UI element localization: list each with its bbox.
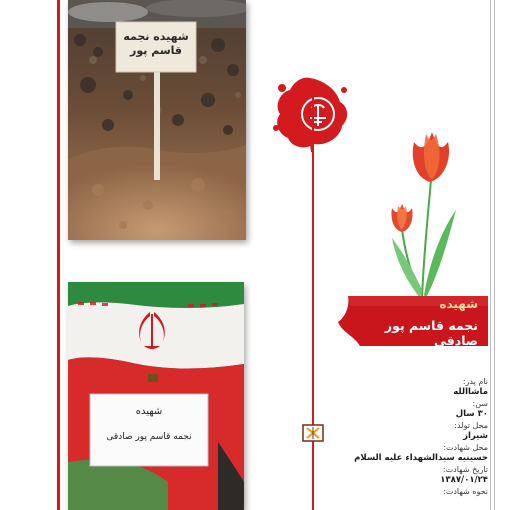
blood-splash-emblem bbox=[270, 70, 352, 152]
age-label: سن: bbox=[472, 399, 488, 408]
martyrdom-place-label: محل شهادت: bbox=[443, 443, 488, 452]
coffin-label-title: شهیده bbox=[135, 406, 163, 417]
martyr-title-banner bbox=[338, 292, 488, 350]
birthplace-label: محل تولد: bbox=[454, 421, 488, 430]
banner-name: نجمه قاسم پور صادقی bbox=[384, 318, 478, 348]
father-label: نام پدر: bbox=[462, 377, 488, 386]
martyrdom-date-label: تاریخ شهادت: bbox=[442, 465, 488, 474]
martyrdom-manner-label: نحوه شهادت: bbox=[443, 487, 488, 496]
grave-marker-photo bbox=[68, 0, 246, 240]
banner-title: شهیده bbox=[439, 297, 478, 311]
coffin-photo-art bbox=[68, 282, 244, 510]
coffin-label-name: نجمه قاسم پور صادقی bbox=[106, 432, 192, 442]
coffin-photo bbox=[68, 282, 244, 510]
martyrdom-date-value: ۱۳۸۷/۰۱/۲۴ bbox=[440, 475, 488, 485]
martyrdom-place-value: حسینیه سیدالشهداء علیه السلام bbox=[354, 453, 488, 463]
martyr-info-block bbox=[313, 376, 488, 497]
grave-sign-text: شهیده نجمه قاسم پور bbox=[123, 30, 189, 57]
father-value: ماشاالله bbox=[453, 387, 488, 397]
right-page-border bbox=[490, 0, 495, 510]
left-red-strip bbox=[57, 0, 60, 510]
age-value: ۳۰ سال bbox=[455, 409, 488, 419]
birthplace-value: شیراز bbox=[463, 431, 488, 441]
tulip-illustration bbox=[386, 120, 466, 300]
